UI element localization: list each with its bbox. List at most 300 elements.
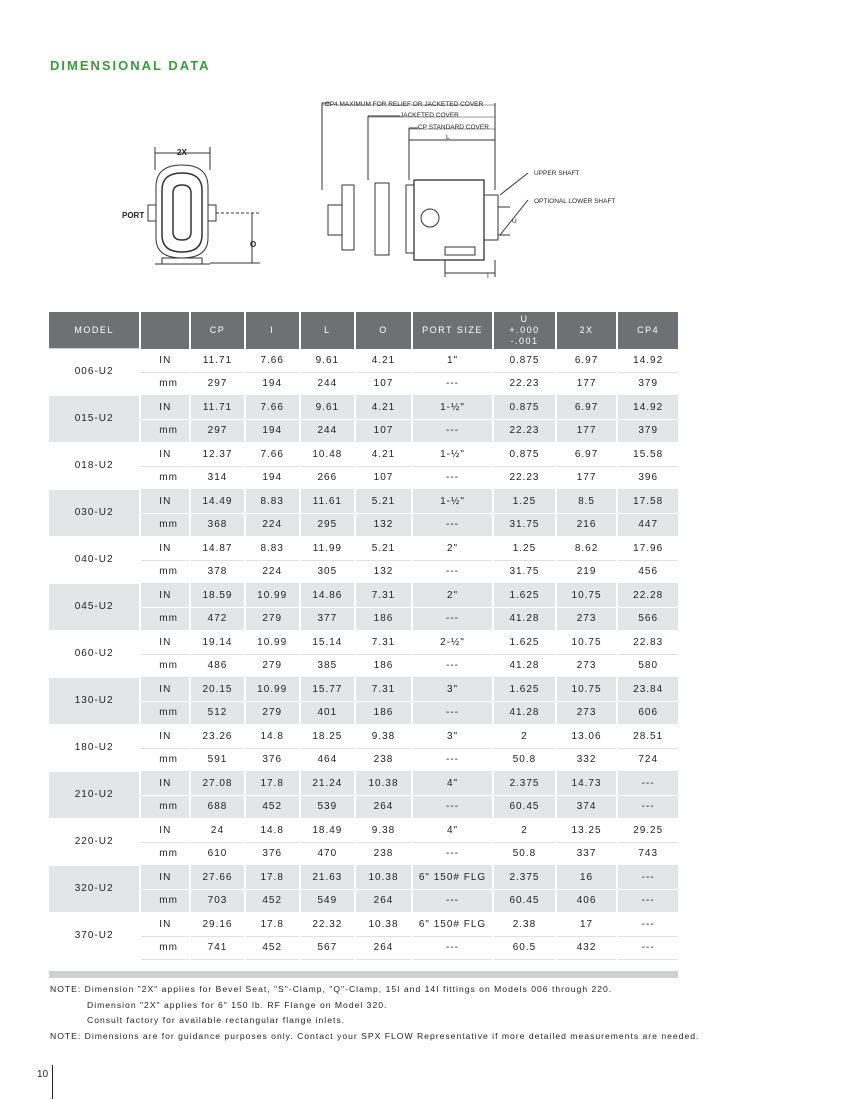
header-cp4: CP4: [617, 312, 678, 349]
unit-cell: mm: [140, 842, 190, 865]
value-cell: ---: [617, 912, 678, 936]
value-cell: 60.5: [493, 936, 556, 959]
value-cell: 0.875: [493, 349, 556, 373]
value-cell: 24: [190, 818, 245, 842]
value-cell: 14.92: [617, 395, 678, 419]
value-cell: ---: [412, 607, 493, 630]
value-cell: 406: [556, 889, 618, 912]
value-cell: 10.99: [245, 630, 300, 654]
value-cell: 14.73: [556, 771, 618, 795]
value-cell: 464: [300, 748, 356, 771]
note-line: NOTE: Dimension "2X" applies for Bevel Seat, "S"-Clamp, "Q"-Clamp, 15I and 14I fittings on Models 006 through 220.: [50, 984, 613, 994]
table-row: [49, 513, 678, 536]
value-cell: 13.25: [556, 818, 618, 842]
table-row: [49, 536, 678, 560]
value-cell: 18.59: [190, 583, 245, 607]
table-row: [49, 466, 678, 489]
table-row: [49, 654, 678, 677]
header-u-plus: +.000: [509, 324, 540, 335]
value-cell: 6" 150# FLG: [412, 912, 493, 936]
value-cell: 16: [556, 865, 618, 889]
value-cell: 50.8: [493, 842, 556, 865]
value-cell: 0.875: [493, 442, 556, 466]
value-cell: 41.28: [493, 701, 556, 724]
value-cell: 14.49: [190, 489, 245, 513]
header-u-minus: -.001: [510, 335, 539, 346]
header-u-label: U: [520, 313, 529, 324]
value-cell: 7.31: [355, 677, 412, 701]
value-cell: 580: [617, 654, 678, 677]
value-cell: 238: [355, 842, 412, 865]
header-u: [493, 312, 556, 349]
value-cell: 4.21: [355, 442, 412, 466]
value-cell: 2.375: [493, 865, 556, 889]
value-cell: 18.49: [300, 818, 356, 842]
value-cell: 376: [245, 748, 300, 771]
table-row: [49, 865, 678, 889]
value-cell: ---: [412, 748, 493, 771]
unit-cell: mm: [140, 607, 190, 630]
table-row: [49, 701, 678, 724]
value-cell: 18.25: [300, 724, 356, 748]
value-cell: 4": [412, 818, 493, 842]
value-cell: 15.77: [300, 677, 356, 701]
value-cell: 472: [190, 607, 245, 630]
value-cell: 8.62: [556, 536, 618, 560]
value-cell: 13.06: [556, 724, 618, 748]
value-cell: 724: [617, 748, 678, 771]
unit-cell: IN: [140, 583, 190, 607]
value-cell: 31.75: [493, 560, 556, 583]
value-cell: 11.71: [190, 349, 245, 373]
value-cell: 41.28: [493, 654, 556, 677]
value-cell: 8.5: [556, 489, 618, 513]
page-number-divider: [52, 1065, 53, 1099]
table-row: [49, 889, 678, 912]
value-cell: 401: [300, 701, 356, 724]
value-cell: 2.375: [493, 771, 556, 795]
value-cell: 539: [300, 795, 356, 818]
value-cell: 244: [300, 372, 356, 395]
value-cell: 14.8: [245, 818, 300, 842]
value-cell: 376: [245, 842, 300, 865]
value-cell: 15.14: [300, 630, 356, 654]
unit-cell: IN: [140, 442, 190, 466]
value-cell: 6" 150# FLG: [412, 865, 493, 889]
value-cell: 2.38: [493, 912, 556, 936]
unit-cell: IN: [140, 724, 190, 748]
unit-cell: mm: [140, 560, 190, 583]
table-row: [49, 771, 678, 795]
header-cp: CP: [190, 312, 245, 349]
value-cell: 9.38: [355, 818, 412, 842]
unit-cell: IN: [140, 536, 190, 560]
value-cell: 2: [493, 818, 556, 842]
header-unit: [140, 312, 190, 349]
value-cell: 379: [617, 419, 678, 442]
value-cell: 273: [556, 701, 618, 724]
port-label: PORT: [122, 211, 145, 220]
l-label: L: [446, 134, 450, 141]
value-cell: 2": [412, 536, 493, 560]
value-cell: 610: [190, 842, 245, 865]
value-cell: 60.45: [493, 795, 556, 818]
unit-cell: mm: [140, 936, 190, 959]
unit-cell: mm: [140, 466, 190, 489]
value-cell: 186: [355, 701, 412, 724]
value-cell: 8.83: [245, 489, 300, 513]
model-cell: 130-U2: [49, 677, 140, 724]
table-row: [49, 395, 678, 419]
value-cell: 512: [190, 701, 245, 724]
value-cell: 295: [300, 513, 356, 536]
table-header-row: [49, 312, 678, 349]
table-row: [49, 442, 678, 466]
value-cell: 4": [412, 771, 493, 795]
value-cell: ---: [412, 513, 493, 536]
value-cell: 31.75: [493, 513, 556, 536]
i-label: I: [487, 273, 489, 280]
value-cell: ---: [412, 372, 493, 395]
table-row: [49, 748, 678, 771]
unit-cell: IN: [140, 349, 190, 373]
value-cell: 21.24: [300, 771, 356, 795]
value-cell: 10.75: [556, 583, 618, 607]
value-cell: 447: [617, 513, 678, 536]
value-cell: 567: [300, 936, 356, 959]
value-cell: ---: [617, 889, 678, 912]
value-cell: 264: [355, 936, 412, 959]
value-cell: 8.83: [245, 536, 300, 560]
dimensional-data-table: [49, 312, 678, 960]
value-cell: 17.96: [617, 536, 678, 560]
value-cell: 19.14: [190, 630, 245, 654]
value-cell: 50.8: [493, 748, 556, 771]
value-cell: 224: [245, 513, 300, 536]
unit-cell: mm: [140, 889, 190, 912]
unit-cell: IN: [140, 630, 190, 654]
pump-front-view: [148, 147, 260, 264]
model-cell: 040-U2: [49, 536, 140, 583]
value-cell: 60.45: [493, 889, 556, 912]
value-cell: 1-½": [412, 442, 493, 466]
value-cell: 23.84: [617, 677, 678, 701]
value-cell: 22.23: [493, 419, 556, 442]
unit-cell: mm: [140, 795, 190, 818]
value-cell: 264: [355, 795, 412, 818]
value-cell: 107: [355, 466, 412, 489]
table-bottom-bar: [49, 971, 678, 978]
value-cell: 470: [300, 842, 356, 865]
model-cell: 006-U2: [49, 349, 140, 396]
value-cell: 7.66: [245, 442, 300, 466]
value-cell: 703: [190, 889, 245, 912]
two-x-label: 2X: [177, 148, 187, 157]
note-line: Consult factory for available rectangular flange inlets.: [87, 1015, 346, 1025]
value-cell: 332: [556, 748, 618, 771]
value-cell: 5.21: [355, 536, 412, 560]
value-cell: ---: [412, 654, 493, 677]
value-cell: 452: [245, 889, 300, 912]
value-cell: 17.8: [245, 865, 300, 889]
value-cell: 20.15: [190, 677, 245, 701]
value-cell: 2: [493, 724, 556, 748]
value-cell: 6.97: [556, 395, 618, 419]
value-cell: 10.38: [355, 865, 412, 889]
value-cell: 17: [556, 912, 618, 936]
value-cell: 17.58: [617, 489, 678, 513]
table-row: [49, 583, 678, 607]
value-cell: ---: [412, 466, 493, 489]
table-row: [49, 349, 678, 373]
table-row: [49, 677, 678, 701]
value-cell: 0.875: [493, 395, 556, 419]
header-l: L: [300, 312, 356, 349]
value-cell: 132: [355, 513, 412, 536]
optional-lower-shaft-label: OPTIONAL LOWER SHAFT: [534, 198, 616, 205]
value-cell: 486: [190, 654, 245, 677]
value-cell: 3": [412, 677, 493, 701]
value-cell: 9.38: [355, 724, 412, 748]
value-cell: 23.26: [190, 724, 245, 748]
value-cell: 14.86: [300, 583, 356, 607]
value-cell: ---: [412, 419, 493, 442]
value-cell: 305: [300, 560, 356, 583]
value-cell: 244: [300, 419, 356, 442]
page-number: 10: [37, 1069, 49, 1080]
value-cell: 1.625: [493, 630, 556, 654]
value-cell: ---: [412, 701, 493, 724]
unit-cell: mm: [140, 654, 190, 677]
value-cell: 456: [617, 560, 678, 583]
model-cell: 030-U2: [49, 489, 140, 536]
unit-cell: IN: [140, 489, 190, 513]
header-i: I: [245, 312, 300, 349]
table-row: [49, 912, 678, 936]
table-row: [49, 818, 678, 842]
cp4-label: CP4 MAXIMUM FOR RELIEF OR JACKETED COVER: [325, 101, 484, 108]
value-cell: 10.38: [355, 912, 412, 936]
value-cell: 9.61: [300, 349, 356, 373]
value-cell: 107: [355, 372, 412, 395]
unit-cell: IN: [140, 677, 190, 701]
value-cell: 10.48: [300, 442, 356, 466]
model-cell: 015-U2: [49, 395, 140, 442]
table-row: [49, 936, 678, 959]
notes: [50, 982, 699, 1044]
table-row: [49, 419, 678, 442]
value-cell: 11.61: [300, 489, 356, 513]
value-cell: 216: [556, 513, 618, 536]
value-cell: 549: [300, 889, 356, 912]
value-cell: 219: [556, 560, 618, 583]
model-cell: 210-U2: [49, 771, 140, 818]
value-cell: 27.66: [190, 865, 245, 889]
value-cell: ---: [412, 560, 493, 583]
value-cell: 378: [190, 560, 245, 583]
value-cell: 177: [556, 466, 618, 489]
value-cell: 606: [617, 701, 678, 724]
value-cell: 10.75: [556, 630, 618, 654]
value-cell: 337: [556, 842, 618, 865]
value-cell: 591: [190, 748, 245, 771]
value-cell: 194: [245, 372, 300, 395]
value-cell: 279: [245, 701, 300, 724]
note-line: Dimension "2X" applies for 6" 150 lb. RF Flange on Model 320.: [87, 999, 388, 1010]
table-row: [49, 489, 678, 513]
table-row: [49, 607, 678, 630]
value-cell: 22.32: [300, 912, 356, 936]
value-cell: 1.625: [493, 677, 556, 701]
value-cell: 177: [556, 372, 618, 395]
value-cell: 132: [355, 560, 412, 583]
unit-cell: IN: [140, 865, 190, 889]
value-cell: 266: [300, 466, 356, 489]
value-cell: 1.625: [493, 583, 556, 607]
u-label: U: [512, 218, 517, 225]
unit-cell: mm: [140, 419, 190, 442]
header-2x: 2X: [556, 312, 618, 349]
value-cell: ---: [412, 795, 493, 818]
value-cell: 9.61: [300, 395, 356, 419]
value-cell: 10.38: [355, 771, 412, 795]
value-cell: 27.08: [190, 771, 245, 795]
pump-dimension-drawing: [100, 95, 640, 295]
value-cell: 224: [245, 560, 300, 583]
value-cell: 279: [245, 654, 300, 677]
value-cell: 14.87: [190, 536, 245, 560]
value-cell: 7.66: [245, 395, 300, 419]
value-cell: 743: [617, 842, 678, 865]
value-cell: ---: [412, 842, 493, 865]
value-cell: 297: [190, 372, 245, 395]
jacketed-cover-label: JACKETED COVER: [400, 112, 459, 119]
unit-cell: mm: [140, 748, 190, 771]
cp-standard-label: CP STANDARD COVER: [418, 124, 489, 131]
value-cell: 368: [190, 513, 245, 536]
value-cell: 273: [556, 654, 618, 677]
table-row: [49, 795, 678, 818]
value-cell: 29.16: [190, 912, 245, 936]
table-row: [49, 724, 678, 748]
value-cell: 22.83: [617, 630, 678, 654]
value-cell: 186: [355, 607, 412, 630]
value-cell: 194: [245, 419, 300, 442]
header-o: O: [355, 312, 412, 349]
value-cell: 432: [556, 936, 618, 959]
value-cell: 1.25: [493, 489, 556, 513]
model-cell: 370-U2: [49, 912, 140, 959]
value-cell: 12.37: [190, 442, 245, 466]
table-row: [49, 560, 678, 583]
value-cell: 194: [245, 466, 300, 489]
value-cell: 5.21: [355, 489, 412, 513]
value-cell: 177: [556, 419, 618, 442]
value-cell: 14.92: [617, 349, 678, 373]
value-cell: 186: [355, 654, 412, 677]
value-cell: 10.99: [245, 583, 300, 607]
model-cell: 220-U2: [49, 818, 140, 865]
value-cell: ---: [412, 889, 493, 912]
model-cell: 045-U2: [49, 583, 140, 630]
value-cell: 264: [355, 889, 412, 912]
model-cell: 018-U2: [49, 442, 140, 489]
value-cell: 4.21: [355, 349, 412, 373]
value-cell: ---: [412, 936, 493, 959]
upper-shaft-label: UPPER SHAFT: [534, 170, 580, 177]
value-cell: ---: [617, 771, 678, 795]
value-cell: 41.28: [493, 607, 556, 630]
model-cell: 060-U2: [49, 630, 140, 677]
table-row: [49, 372, 678, 395]
value-cell: 7.31: [355, 583, 412, 607]
unit-cell: IN: [140, 818, 190, 842]
value-cell: 6.97: [556, 442, 618, 466]
table-row: [49, 630, 678, 654]
unit-cell: mm: [140, 372, 190, 395]
unit-cell: IN: [140, 771, 190, 795]
value-cell: 1-½": [412, 489, 493, 513]
value-cell: ---: [617, 865, 678, 889]
section-title: DIMENSIONAL DATA: [50, 58, 211, 73]
value-cell: 6.97: [556, 349, 618, 373]
o-label: O: [250, 240, 257, 249]
value-cell: 741: [190, 936, 245, 959]
value-cell: 29.25: [617, 818, 678, 842]
value-cell: 22.23: [493, 466, 556, 489]
model-cell: 180-U2: [49, 724, 140, 771]
value-cell: 22.28: [617, 583, 678, 607]
model-cell: 320-U2: [49, 865, 140, 912]
value-cell: 22.23: [493, 372, 556, 395]
value-cell: 297: [190, 419, 245, 442]
value-cell: 688: [190, 795, 245, 818]
header-port-size: PORT SIZE: [412, 312, 493, 349]
value-cell: 107: [355, 419, 412, 442]
value-cell: 2": [412, 583, 493, 607]
value-cell: ---: [617, 936, 678, 959]
value-cell: 17.8: [245, 771, 300, 795]
value-cell: 17.8: [245, 912, 300, 936]
unit-cell: IN: [140, 912, 190, 936]
value-cell: 1": [412, 349, 493, 373]
value-cell: 1-½": [412, 395, 493, 419]
value-cell: 396: [617, 466, 678, 489]
value-cell: 28.51: [617, 724, 678, 748]
value-cell: 314: [190, 466, 245, 489]
table-row: [49, 842, 678, 865]
value-cell: 7.31: [355, 630, 412, 654]
value-cell: 15.58: [617, 442, 678, 466]
value-cell: 14.8: [245, 724, 300, 748]
value-cell: 279: [245, 607, 300, 630]
unit-cell: IN: [140, 395, 190, 419]
value-cell: 238: [355, 748, 412, 771]
value-cell: 1.25: [493, 536, 556, 560]
unit-cell: mm: [140, 701, 190, 724]
value-cell: 566: [617, 607, 678, 630]
value-cell: 4.21: [355, 395, 412, 419]
value-cell: 374: [556, 795, 618, 818]
value-cell: 385: [300, 654, 356, 677]
value-cell: 3": [412, 724, 493, 748]
value-cell: 10.75: [556, 677, 618, 701]
value-cell: 273: [556, 607, 618, 630]
value-cell: 377: [300, 607, 356, 630]
value-cell: 11.71: [190, 395, 245, 419]
value-cell: 10.99: [245, 677, 300, 701]
value-cell: 21.63: [300, 865, 356, 889]
